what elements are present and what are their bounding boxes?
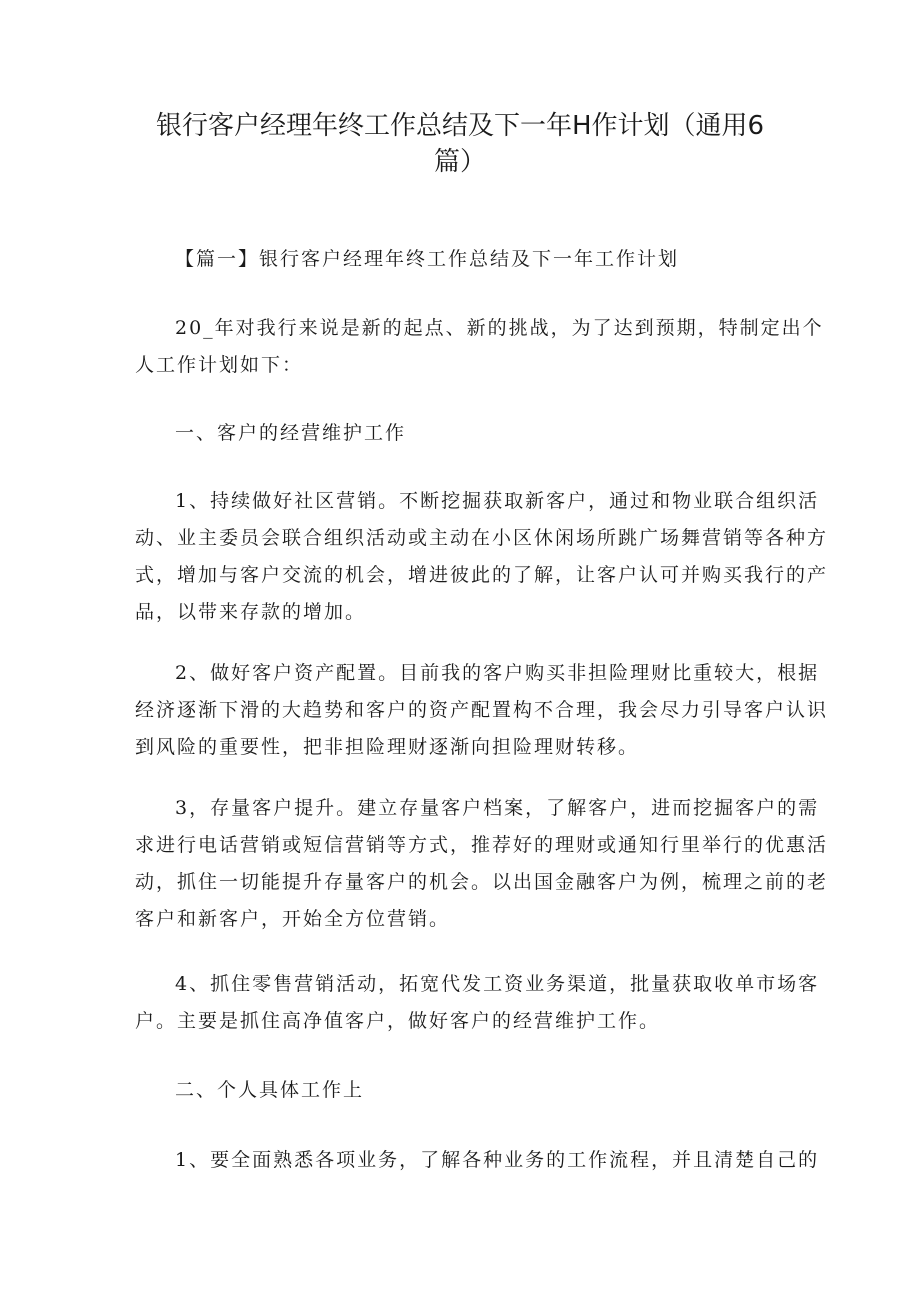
paragraph-line: 4、抓住零售营销活动，拓宽代发工资业务渠道，批量获取收单市场客 bbox=[175, 973, 820, 995]
heading-two-block bbox=[135, 1072, 790, 1109]
document-title bbox=[150, 108, 770, 180]
document-title-line-2: 篇） bbox=[433, 147, 486, 177]
paragraph-line: 求进行电话营销或短信营销等方式，推荐好的理财或通知行里举行的优惠活 bbox=[135, 834, 829, 856]
paragraph-line: 人工作计划如下： bbox=[135, 354, 304, 376]
paragraph-line: 1、持续做好社区营销。不断挖掘获取新客户，通过和物业联合组织活 bbox=[175, 490, 820, 512]
paragraph-line: 20_年对我行来说是新的起点、新的挑战，为了达到预期，特制定出个 bbox=[175, 317, 824, 339]
item-2-paragraph bbox=[135, 655, 829, 766]
paragraph-line: 品，以带来存款的增加。 bbox=[135, 601, 367, 623]
paragraph-line: 3，存量客户提升。建立存量客户档案，了解客户，进而挖掘客户的需 bbox=[175, 797, 820, 819]
paragraph-line: 经济逐渐下滑的大趋势和客户的资产配置构不合理，我会尽力引导客户认识 bbox=[135, 699, 829, 721]
paragraph-line: 动，抓住一切能提升存量客户的机会。以出国金融客户为例，梳理之前的老 bbox=[135, 871, 829, 893]
paragraph-line: 客户和新客户，开始全方位营销。 bbox=[135, 908, 451, 930]
paragraph-line: 2、做好客户资产配置。目前我的客户购买非担险理财比重较大，根据 bbox=[175, 662, 820, 684]
intro-paragraph bbox=[135, 310, 824, 384]
item-1-paragraph bbox=[135, 483, 829, 631]
section-heading-block bbox=[135, 241, 790, 278]
item-5-paragraph bbox=[135, 1142, 820, 1179]
subheading-one: 一、客户的经营维护工作 bbox=[175, 422, 407, 444]
paragraph-line: 式，增加与客户交流的机会，增进彼此的了解，让客户认可并购买我行的产 bbox=[135, 564, 829, 586]
item-4-paragraph bbox=[135, 966, 820, 1040]
paragraph-line: 到风险的重要性，把非担险理财逐渐向担险理财转移。 bbox=[135, 736, 640, 758]
section-heading: 【篇一】银行客户经理年终工作总结及下一年工作计划 bbox=[175, 248, 680, 270]
subheading-two: 二、个人具体工作上 bbox=[175, 1079, 365, 1101]
item-3-paragraph bbox=[135, 790, 829, 938]
paragraph-line: 户。主要是抓住高净值客户，做好客户的经营维护工作。 bbox=[135, 1010, 661, 1032]
paragraph-line: 动、业主委员会联合组织活动或主动在小区休闲场所跳广场舞营销等各种方 bbox=[135, 527, 829, 549]
document-title-line-1: 银行客户经理年终工作总结及下一年H作计划（通用6 bbox=[155, 111, 765, 141]
heading-one-block bbox=[135, 415, 790, 452]
paragraph-line: 1、要全面熟悉各项业务，了解各种业务的工作流程，并且清楚自己的 bbox=[175, 1149, 820, 1171]
